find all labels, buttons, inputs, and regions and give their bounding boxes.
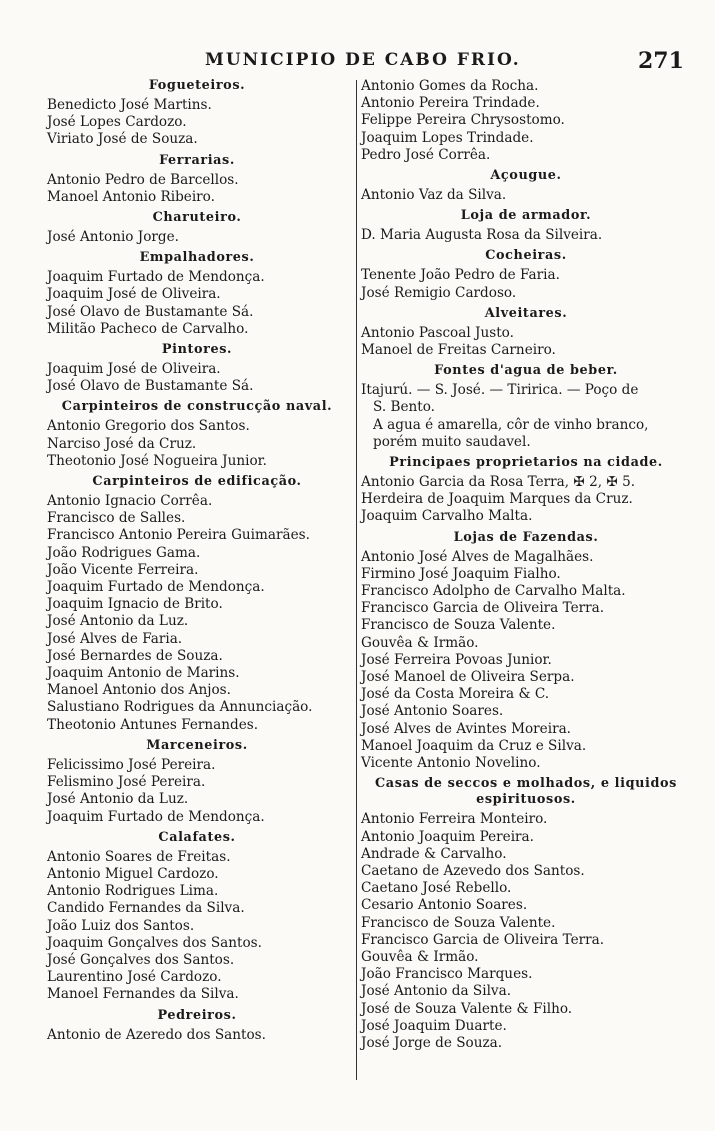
page-header <box>0 50 715 76</box>
section-heading-pedreiros: Pedreiros. <box>157 1007 237 1023</box>
list-item: Manoel Antonio dos Anjos. <box>47 682 231 699</box>
list-item: Francisco Antonio Pereira Guimarães. <box>47 527 310 544</box>
list-item: José Jorge de Souza. <box>361 1034 503 1051</box>
section-heading-charuteiro: Charuteiro. <box>152 210 242 226</box>
list-item: Joaquim José de Oliveira. <box>47 286 221 303</box>
list-item: Caetano José Rebello. <box>361 880 512 897</box>
right-column <box>361 78 691 1052</box>
list-item: Militão Pacheco de Carvalho. <box>47 320 249 337</box>
section-heading-empalhadores: Empalhadores. <box>139 250 255 266</box>
list-item: Francisco Garcia de Oliveira Terra. <box>361 600 605 617</box>
list-item: João Rodrigues Gama. <box>47 544 201 561</box>
list-item: José Alves de Faria. <box>47 630 183 647</box>
list-item: Joaquim Lopes Trindade. <box>361 129 534 146</box>
list-item: José Remigio Cardoso. <box>361 284 517 301</box>
list-item: Joaquim Furtado de Mendonça. <box>47 269 265 286</box>
list-item: Benedicto José Martins. <box>47 97 212 113</box>
section-heading-casas-de-seccos-e-molhados-e-liquidos-espirituosos: Casas de seccos e molhados, e liquidos espirituosos. <box>375 776 677 808</box>
column-divider <box>356 80 357 1080</box>
list-item: Manoel de Freitas Carneiro. <box>361 342 556 359</box>
list-item: Tenente João Pedro de Faria. <box>361 267 560 284</box>
list-item: José Lopes Cardozo. <box>47 114 187 131</box>
section-heading-fogueteiros: Fogueteiros. <box>148 78 246 93</box>
list-item: Antonio Pedro de Barcellos. <box>47 171 239 188</box>
list-item: Joaquim Carvalho Malta. <box>361 508 533 525</box>
list-item: Francisco de Souza Valente. <box>361 914 556 931</box>
list-item: João Vicente Ferreira. <box>47 561 199 578</box>
list-item: Antonio de Azeredo dos Santos. <box>47 1026 266 1043</box>
list-item: Antonio Ignacio Corrêa. <box>47 493 213 510</box>
list-item: Joaquim Furtado de Mendonça. <box>47 579 265 596</box>
section-heading-carpinteiros-de-construccao-naval: Carpinteiros de construcção naval. <box>61 399 333 415</box>
list-item: Antonio Ferreira Monteiro. <box>361 811 548 828</box>
list-item: Candido Fernandes da Silva. <box>47 900 245 917</box>
list-item: Francisco de Salles. <box>47 510 186 527</box>
left-column <box>47 78 347 1044</box>
list-item: José Antonio da Luz. <box>47 791 189 808</box>
list-item: Caetano de Azevedo dos Santos. <box>361 862 585 879</box>
list-item: Antonio Joaquim Pereira. <box>361 828 534 845</box>
list-item: Antonio Gomes da Rocha. <box>361 78 539 94</box>
list-item: Andrade & Carvalho. <box>361 845 507 862</box>
list-item: Francisco Garcia de Oliveira Terra. <box>361 931 605 948</box>
list-item: José Bernardes de Souza. <box>47 647 223 664</box>
list-item: Felippe Pereira Chrysostomo. <box>361 112 565 129</box>
list-item: Joaquim Furtado de Mendonça. <box>47 808 265 825</box>
list-item: Antonio Pascoal Justo. <box>361 324 514 341</box>
list-item: Joaquim José de Oliveira. <box>47 361 221 378</box>
list-item: José Gonçalves dos Santos. <box>47 951 235 968</box>
list-item: José Olavo de Bustamante Sá. <box>47 303 254 320</box>
list-item: Antonio Miguel Cardozo. <box>47 865 219 882</box>
list-item: Viriato José de Souza. <box>47 131 198 148</box>
list-item: Felicissimo José Pereira. <box>47 756 216 773</box>
list-item: Theotonio José Nogueira Junior. <box>47 452 267 469</box>
list-item: Joaquim Antonio de Marins. <box>47 665 240 682</box>
list-item: José Antonio da Silva. <box>361 983 512 1000</box>
list-item: Narciso José da Cruz. <box>47 435 197 452</box>
list-item: João Francisco Marques. <box>361 966 533 983</box>
list-item: Gouvêa & Irmão. <box>361 634 479 651</box>
list-item: Gouvêa & Irmão. <box>361 948 479 965</box>
list-item: Antonio Soares de Freitas. <box>47 848 231 865</box>
list-item: José Joaquim Duarte. <box>361 1017 507 1034</box>
list-item: Vicente Antonio Novelino. <box>361 755 541 772</box>
list-item: Francisco de Souza Valente. <box>361 617 556 634</box>
list-item: João Luiz dos Santos. <box>47 917 195 934</box>
list-item: José da Costa Moreira & C. <box>361 686 550 703</box>
list-item: José Antonio Jorge. <box>47 229 180 246</box>
list-item: Manoel Fernandes da Silva. <box>47 986 239 1003</box>
list-item: Joaquim Gonçalves dos Santos. <box>47 934 262 951</box>
section-heading-cocheiras: Cocheiras. <box>485 248 567 264</box>
list-item: José Olavo de Bustamante Sá. <box>47 378 254 395</box>
list-item: Antonio Pereira Trindade. <box>361 95 540 112</box>
section-heading-ferrarias: Ferrarias. <box>159 152 235 168</box>
list-item: Itajurú. — S. José. — Tiririca. — Poço de <box>361 382 639 399</box>
list-item: porém muito saudavel. <box>373 433 531 450</box>
list-item: S. Bento. <box>373 399 435 416</box>
section-heading-acougue: Açougue. <box>490 168 562 184</box>
page-number: 271 <box>638 48 684 74</box>
list-item: Francisco Adolpho de Carvalho Malta. <box>361 583 626 600</box>
section-heading-calafates: Calafates. <box>158 829 236 845</box>
list-item: Cesario Antonio Soares. <box>361 897 528 914</box>
list-item: Antonio Gregorio dos Santos. <box>47 418 250 435</box>
list-item: Antonio Garcia da Rosa Terra, ✠ 2, ✠ 5. <box>361 474 636 491</box>
list-item: Joaquim Ignacio de Brito. <box>47 596 223 613</box>
list-item: Manoel Antonio Ribeiro. <box>47 188 215 205</box>
list-item: Theotonio Antunes Fernandes. <box>47 716 259 733</box>
list-item: Antonio Rodrigues Lima. <box>47 883 219 900</box>
list-item: A agua é amarella, côr de vinho branco, <box>373 416 649 433</box>
section-heading-marceneiros: Marceneiros. <box>146 737 248 753</box>
section-heading-loja-de-armador: Loja de armador. <box>460 208 592 224</box>
section-heading-carpinteiros-de-edificacao: Carpinteiros de edificação. <box>92 474 302 490</box>
section-heading-lojas-de-fazendas: Lojas de Fazendas. <box>453 529 599 545</box>
list-item: José Antonio da Luz. <box>47 613 189 630</box>
list-item: Herdeira de Joaquim Marques da Cruz. <box>361 491 633 508</box>
list-item: José Manoel de Oliveira Serpa. <box>361 669 575 686</box>
list-item: José Alves de Avintes Moreira. <box>361 720 571 737</box>
list-item: Pedro José Corrêa. <box>361 146 491 163</box>
section-heading-fontes-d-agua-de-beber: Fontes d'agua de beber. <box>434 363 618 379</box>
section-heading-alveitares: Alveitares. <box>484 305 568 321</box>
list-item: Felismino José Pereira. <box>47 774 206 791</box>
list-item: Salustiano Rodrigues da Annunciação. <box>47 699 313 716</box>
list-item: Antonio José Alves de Magalhães. <box>361 548 594 565</box>
list-item: José Antonio Soares. <box>361 703 504 720</box>
section-heading-pintores: Pintores. <box>161 342 233 358</box>
running-title: MUNICIPIO DE CABO FRIO. <box>205 50 521 70</box>
section-heading-principaes-proprietarios-na-cidade: Principaes proprietarios na cidade. <box>389 455 663 471</box>
list-item: Laurentino José Cardozo. <box>47 969 222 986</box>
list-item: José Ferreira Povoas Junior. <box>361 651 552 668</box>
list-item: D. Maria Augusta Rosa da Silveira. <box>361 227 603 244</box>
list-item: Antonio Vaz da Silva. <box>361 187 507 204</box>
list-item: José de Souza Valente & Filho. <box>361 1000 573 1017</box>
list-item: Firmino José Joaquim Fialho. <box>361 565 561 582</box>
list-item: Manoel Joaquim da Cruz e Silva. <box>361 737 587 754</box>
